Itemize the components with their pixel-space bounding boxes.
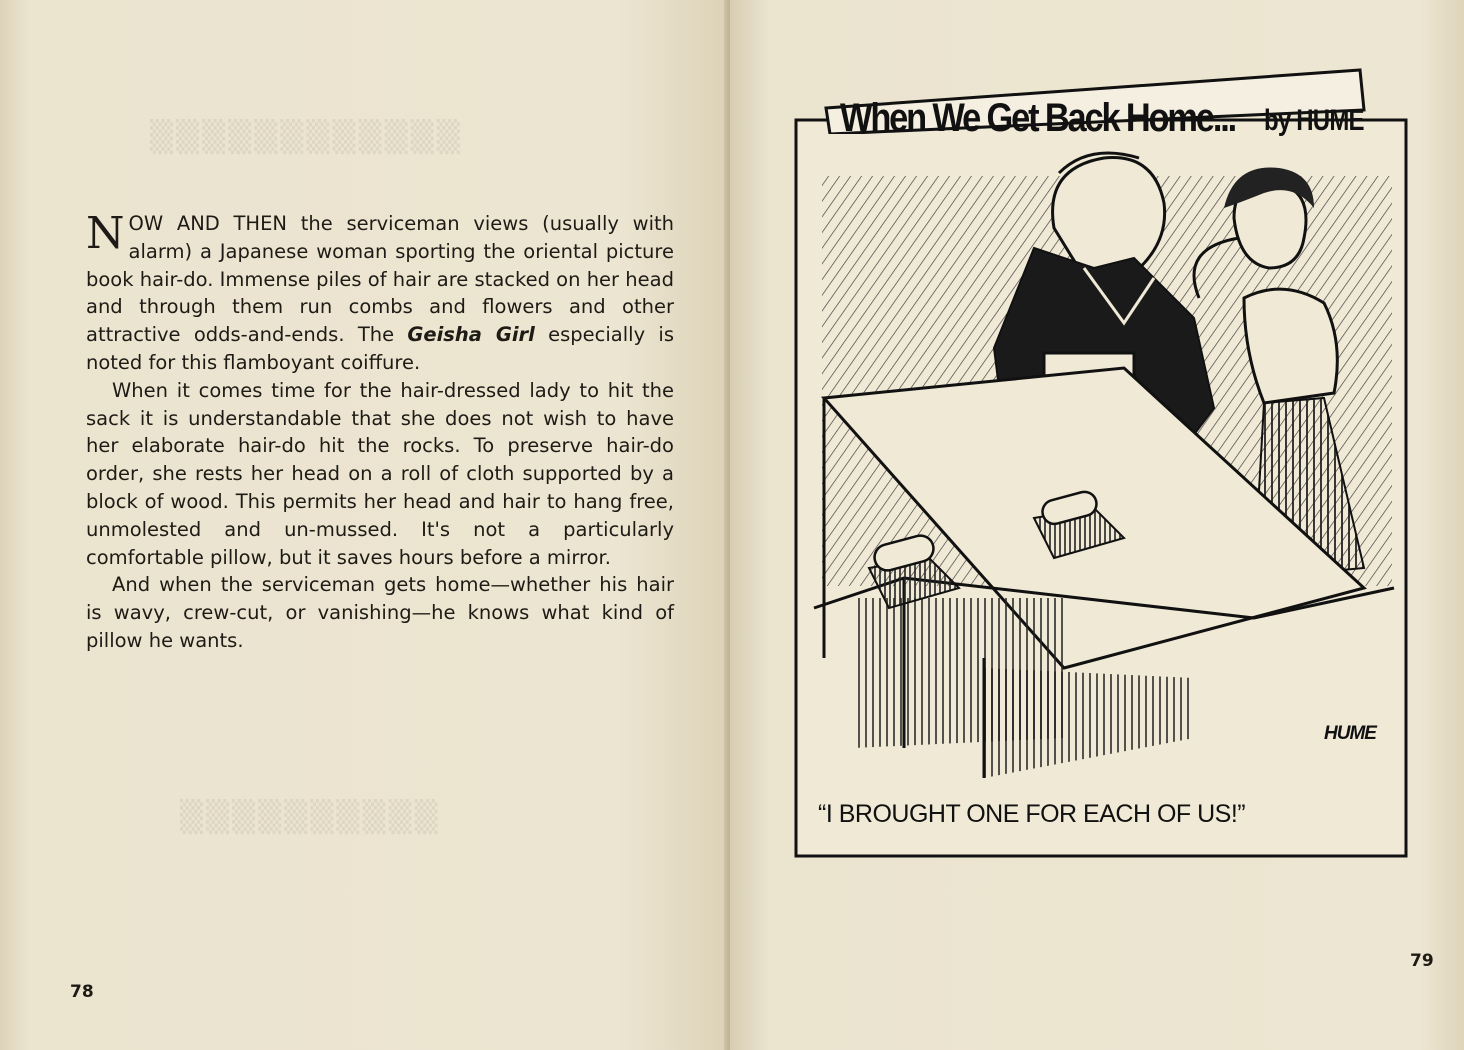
cartoon-title: When We Get Back Home... (840, 96, 1236, 140)
paragraph-3: And when the serviceman gets home—whether his hair is wavy, crew-cut, or vanishing—he knows what kind of pillow he wants. (86, 573, 674, 652)
paragraph-1-end: especially is noted for this flamboyant coiffure. (86, 323, 675, 374)
cartoon-panel (794, 68, 1410, 860)
drop-cap: N (86, 208, 125, 259)
cartoon-byline: by HUME (1264, 104, 1364, 137)
article-body (86, 210, 674, 655)
bleed-through-shadow: ▒▒▒▒▒▒▒▒▒▒ (180, 800, 441, 835)
paragraph-1-start: OW AND THEN the serviceman views (usually with alarm) a Japanese woman sporting the oriental picture book hair-do. Immense piles of hair are stacked on her head and through them run combs and flowers and other attractive odds-and-ends. The (86, 212, 674, 347)
paragraph-2: When it comes time for the hair-dressed lady to hit the sack it is understandable that she does not wish to have her elaborate hair-do hit the rocks. To preserve hair-do order, she rests her head on a roll of cloth supported by a block of wood. This permits her head and hair to hang free, unmolested and un-mussed. It's not a particularly comfortable pillow, but it saves hours before a mirror. (86, 378, 674, 569)
paragraph-1 (86, 210, 674, 377)
page-number-right: 79 (1410, 951, 1434, 971)
bleed-through-shadow: ▒▒▒▒▒▒▒▒▒▒▒▒ (150, 120, 463, 155)
artist-signature: HUME (1324, 723, 1376, 744)
cartoon-caption: “I BROUGHT ONE FOR EACH OF US!” (818, 800, 1246, 828)
geisha-girl-emphasis: Geisha Girl (407, 323, 535, 347)
cartoon-illustration (794, 68, 1410, 860)
page-number-left: 78 (70, 982, 94, 1002)
left-page (0, 0, 730, 1050)
